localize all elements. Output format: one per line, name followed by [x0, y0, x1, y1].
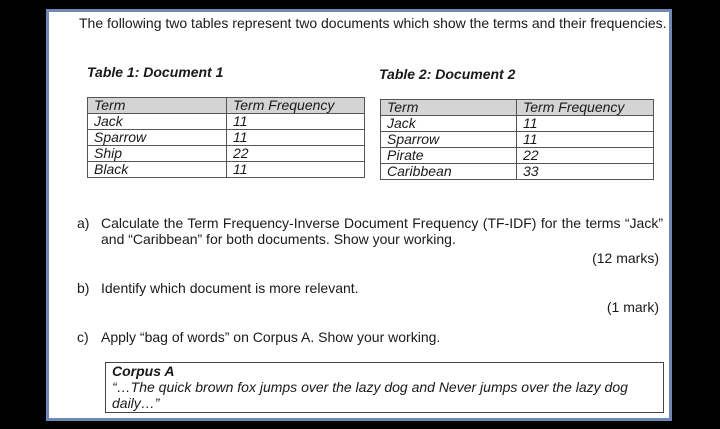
table1-caption: Table 1: Document 1	[87, 64, 224, 80]
table-row	[88, 114, 365, 130]
corpus-title: Corpus A	[112, 363, 175, 379]
table-row	[381, 116, 654, 132]
question-text: Identify which document is more relevant.	[101, 280, 359, 296]
table-header-cell: Term Frequency	[517, 100, 654, 116]
corpus-box	[105, 362, 664, 413]
table-row	[88, 146, 365, 162]
table-header-row	[88, 98, 365, 114]
table-cell: Jack	[381, 116, 517, 132]
question-label: a)	[77, 215, 90, 231]
question-text: Calculate the Term Frequency-Inverse Document Frequency (TF-IDF) for the terms “Jack” and “Caribbean” for both documents. Show your working.	[101, 215, 663, 247]
table-cell: 11	[227, 130, 365, 146]
marks-a: (12 marks)	[592, 250, 659, 266]
table-header-cell: Term	[88, 98, 227, 114]
table-cell: 22	[227, 146, 365, 162]
table-row	[381, 148, 654, 164]
table-row	[381, 164, 654, 180]
table-cell: 11	[517, 132, 654, 148]
table-cell: 11	[227, 114, 365, 130]
question-label: b)	[77, 280, 90, 296]
table2	[380, 99, 654, 180]
table-cell: Pirate	[381, 148, 517, 164]
table-cell: Sparrow	[381, 132, 517, 148]
table-cell: 33	[517, 164, 654, 180]
table-cell: 11	[227, 162, 365, 178]
table1	[87, 97, 365, 178]
corpus-text: “…The quick brown fox jumps over the lazy dog and Never jumps over the lazy dog daily…”	[112, 379, 628, 411]
table-header-row	[381, 100, 654, 116]
document-page	[46, 9, 672, 421]
question-text: Apply “bag of words” on Corpus A. Show your working.	[101, 329, 441, 345]
table-cell: Caribbean	[381, 164, 517, 180]
table-row	[88, 162, 365, 178]
table-cell: 11	[517, 116, 654, 132]
marks-b: (1 mark)	[606, 299, 659, 315]
table-cell: Black	[88, 162, 227, 178]
table-cell: 22	[517, 148, 654, 164]
intro-text: The following two tables represent two documents which show the terms and their frequencies.	[79, 15, 667, 31]
table-cell: Sparrow	[88, 130, 227, 146]
table-row	[88, 130, 365, 146]
table-cell: Jack	[88, 114, 227, 130]
table-header-cell: Term	[381, 100, 517, 116]
table-row	[381, 132, 654, 148]
question-label: c)	[77, 329, 89, 345]
table2-caption: Table 2: Document 2	[379, 66, 516, 82]
table-header-cell: Term Frequency	[227, 98, 365, 114]
table-cell: Ship	[88, 146, 227, 162]
